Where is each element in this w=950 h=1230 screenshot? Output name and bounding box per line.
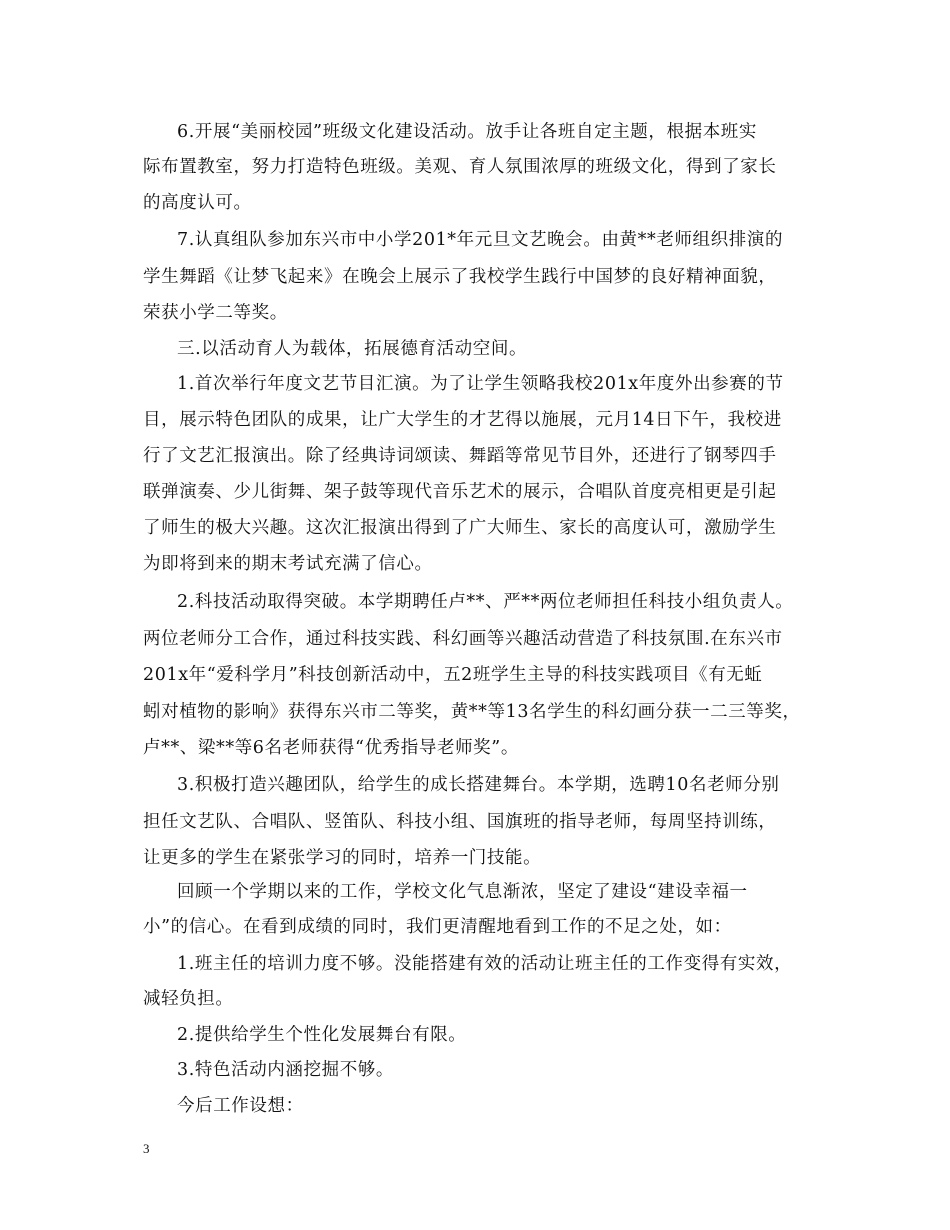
text-line: 联弹演奏、少儿街舞、架子鼓等现代音乐艺术的展示，合唱队首度亮相更是引起 bbox=[143, 482, 777, 502]
text-line: 让更多的学生在紧张学习的同时，培养一门技能。 bbox=[143, 848, 542, 868]
text-line: 的高度认可。 bbox=[143, 193, 252, 213]
text-line: 1.班主任的培训力度不够。没能搭建有效的活动让班主任的工作变得有实效， bbox=[177, 954, 793, 974]
text-line: 2.科技活动取得突破。本学期聘任卢**、严**两位老师担任科技小组负责人。 bbox=[177, 592, 794, 612]
text-line: 学生舞蹈《让梦飞起来》在晚会上展示了我校学生践行中国梦的良好精神面貌， bbox=[143, 267, 777, 287]
text-line: 6.开展“美丽校园”班级文化建设活动。放手让各班自定主题，根据本班实 bbox=[177, 122, 757, 142]
text-line: 减轻负担。 bbox=[143, 989, 234, 1009]
text-line: 1.首次举行年度文艺节目汇演。为了让学生领略我校201x年度外出参赛的节 bbox=[177, 374, 784, 394]
text-line: 三.以活动育人为载体，拓展德育活动空间。 bbox=[177, 339, 528, 359]
text-line: 卢**、梁**等6名老师获得“优秀指导老师奖”。 bbox=[143, 738, 519, 758]
text-line: 行了文艺汇报演出。除了经典诗词颂读、舞蹈等常见节目外，还进行了钢琴四手 bbox=[143, 446, 777, 466]
page-number: 3 bbox=[143, 1141, 150, 1156]
text-line: 目，展示特色团队的成果，让广大学生的才艺得以施展，元月14日下午，我校进 bbox=[143, 410, 782, 430]
text-line: 201x年“爱科学月”科技创新活动中，五2班学生主导的科技实践项目《有无蚯 bbox=[143, 665, 763, 685]
text-line: 了师生的极大兴趣。这次汇报演出得到了广大师生、家长的高度认可，激励学生 bbox=[143, 518, 777, 538]
text-line: 回顾一个学期以来的工作，学校文化气息渐浓，坚定了建设“建设幸福一 bbox=[177, 882, 748, 902]
text-line: 际布置教室，努力打造特色班级。美观、育人氛围浓厚的班级文化，得到了家长 bbox=[143, 157, 777, 177]
text-line: 担任文艺队、合唱队、竖笛队、科技小组、国旗班的指导老师，每周坚持训练， bbox=[143, 812, 777, 832]
text-line: 2.提供给学生个性化发展舞台有限。 bbox=[177, 1025, 467, 1045]
text-line: 荣获小学二等奖。 bbox=[143, 303, 288, 323]
text-line: 3.特色活动内涵挖掘不够。 bbox=[177, 1060, 394, 1080]
text-line: 7.认真组队参加东兴市中小学201*年元旦文艺晚会。由黄**老师组织排演的 bbox=[177, 230, 784, 250]
text-line: 今后工作设想： bbox=[177, 1096, 304, 1116]
text-line: 小”的信心。在看到成绩的同时，我们更清醒地看到工作的不足之处，如： bbox=[143, 917, 732, 937]
text-line: 蚓对植物的影响》获得东兴市二等奖，黄**等13名学生的科幻画分获一二三等奖， bbox=[143, 702, 801, 722]
text-line: 为即将到来的期末考试充满了信心。 bbox=[143, 554, 433, 574]
text-line: 两位老师分工合作，通过科技实践、科幻画等兴趣活动营造了科技氛围.在东兴市 bbox=[143, 629, 783, 649]
text-line: 3.积极打造兴趣团队，给学生的成长搭建舞台。本学期，选聘10名老师分别 bbox=[177, 775, 780, 795]
